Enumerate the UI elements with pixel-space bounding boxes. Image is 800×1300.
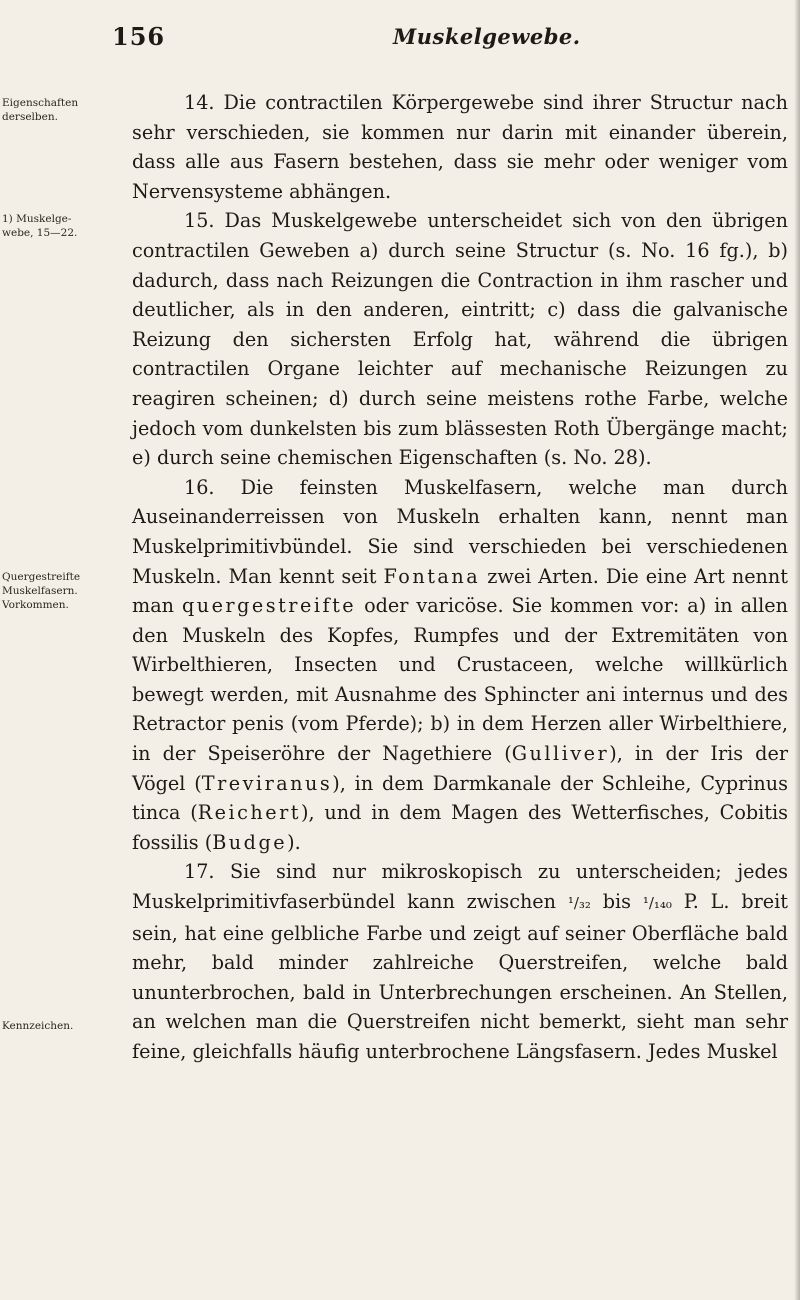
text-segment: bis [590, 890, 643, 914]
text-segment: ), in dem Darmkanale der Schleihe, Cyprinus tinca ( [132, 771, 788, 825]
margin-note-line: webe, 15—22. [2, 227, 78, 239]
margin-note-line: Quergestreifte [2, 571, 81, 583]
author-gulliver: Gulliver [511, 742, 610, 766]
body-text [132, 88, 788, 1067]
page-number: 156 [112, 22, 166, 51]
text-segment: ). [287, 830, 301, 854]
author-treviranus: Treviranus [201, 771, 333, 795]
text-segment: 16. Die feinsten Muskelfasern, welche man durch Auseinanderreissen von Muskeln erhalten kann, nennt man Muskelprimitivbündel. Sie sind verschieden bei verschiedenen Muskeln. Man kennt seit [132, 475, 788, 588]
fraction-one-140: ¹/₁₄₀ [642, 894, 672, 913]
text-segment: oder varicöse. Sie kommen vor: a) in allen den Muskeln des Kopfes, Rumpfes und der Extremitäten von Wirbelthieren, Insecten und Crustaceen, welche willkürlich bewegt werden, mit Ausnahme des Sphincter ani internus und des Retractor penis (vom Pferde); b) in dem Herzen aller Wirbelthiere, in der Speiseröhre der Nagethiere ( [132, 594, 788, 766]
text-segment: P. L. breit sein, hat eine gelbliche Farbe und zeigt auf seiner Oberfläche bald mehr, bald minder zahlreiche Querstreifen, welche bald ununterbrochen, bald in Unterbrechungen erscheinen. An Stellen, an welchen man die Querstreifen nicht bemerkt, sieht man sehr feine, gleichfalls häufig unterbrochene Längsfasern. Jedes Muskel [132, 890, 788, 1063]
author-fontana: Fontana [383, 564, 481, 588]
author-reichert: Reichert [197, 801, 301, 825]
paragraph-17 [132, 857, 788, 1066]
page-edge-shadow [794, 0, 800, 1300]
fraction-one-32: ¹/₃₂ [567, 894, 591, 913]
margin-note-quergestreifte [2, 570, 98, 612]
text-segment: ), in der Iris der Vögel ( [132, 742, 788, 795]
author-budge: Budge [212, 830, 288, 854]
paragraph-14: 14. Die contractilen Körpergewebe sind ihrer Structur nach sehr verschieden, sie kommen nur darin mit einander überein, dass alle aus Fasern bestehen, dass sie mehr oder weniger vom Nervensysteme abhängen. [132, 91, 788, 203]
paragraph-16 [132, 473, 788, 858]
margin-note-line: Eigenschaften [2, 97, 79, 109]
margin-note-line: Vorkommen. [2, 599, 69, 611]
margin-note-line: Muskelfasern. [2, 585, 78, 597]
text-segment: zwei Arten. Die eine Art nennt man [132, 564, 788, 618]
page-header [0, 22, 800, 62]
text-segment: 17. Sie sind nur mikroskopisch zu unterscheiden; jedes Muskelprimitivfaserbündel kann zwischen [132, 860, 788, 914]
margin-note-muskelgewebe [2, 212, 98, 240]
margin-note-eigenschaften [2, 96, 98, 124]
margin-note-line: 1) Muskelge- [2, 213, 72, 225]
term-quergestreifte: quergestreifte [181, 594, 357, 618]
text-segment: ), und in dem Magen des Wetterfisches, Cobitis fossilis ( [132, 801, 788, 854]
margin-note-line: derselben. [2, 111, 58, 123]
paragraph-15: 15. Das Muskelgewebe unterscheidet sich von den übrigen contractilen Geweben a) durch seine Structur (s. No. 16 fg.), b) dadurch, dass nach Reizungen die Contraction in ihm rascher und deutlicher, als in den anderen, eintritt; c) dass die galvanische Reizung den sichersten Erfolg hat, während die übrigen contractilen Organe leichter auf mechanische Reizungen zu reagiren scheinen; d) durch seine meistens rothe Farbe, welche jedoch vom dunkelsten bis zum blässesten Roth Übergänge macht; e) durch seine chemischen Eigenschaften (s. No. 28). [132, 209, 788, 470]
margin-note-kennzeichen [2, 1019, 98, 1033]
running-title: Muskelgewebe. [393, 24, 581, 49]
margin-note-line: Kennzeichen. [2, 1020, 74, 1032]
